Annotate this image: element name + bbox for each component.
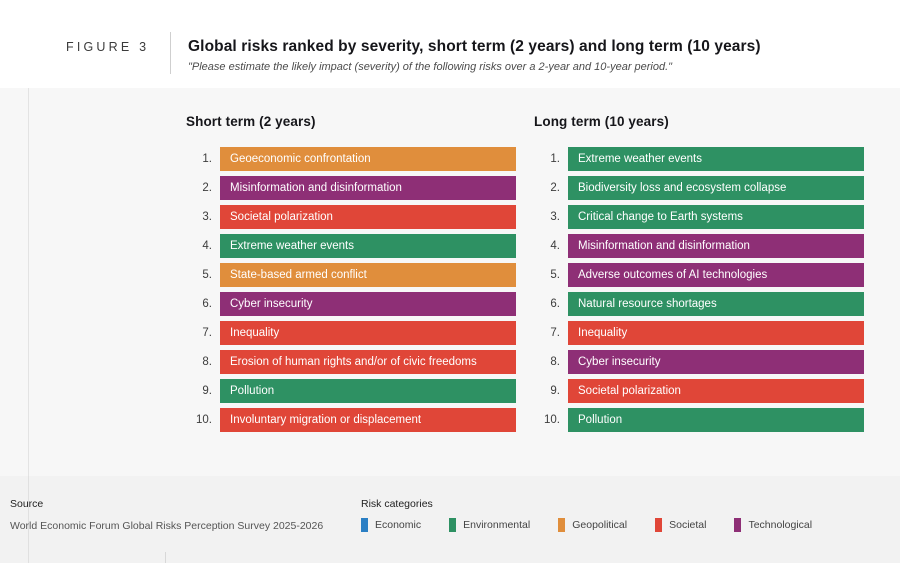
legend-label: Economic (375, 519, 422, 531)
risk-bar: Involuntary migration or displacement (220, 408, 516, 432)
risk-rank: 4. (202, 240, 212, 252)
risk-bar: Pollution (220, 379, 516, 403)
risk-list-short-term (186, 147, 516, 432)
risk-bar: Critical change to Earth systems (568, 205, 864, 229)
risk-bar: Extreme weather events (220, 234, 516, 258)
risk-row (534, 176, 864, 200)
risk-rank: 2. (202, 182, 212, 194)
risk-row (534, 263, 864, 287)
risk-row (534, 408, 864, 432)
risk-bar: Biodiversity loss and ecosystem collapse (568, 176, 864, 200)
risk-row (186, 350, 516, 374)
legend-swatch-icon (449, 518, 456, 532)
risk-row (186, 292, 516, 316)
risk-bar: Societal polarization (568, 379, 864, 403)
header-divider (170, 32, 171, 74)
legend-label: Geopolitical (572, 519, 628, 531)
risk-row (534, 321, 864, 345)
source-text: World Economic Forum Global Risks Perception Survey 2025-2026 (10, 520, 324, 532)
risk-bar: Cyber insecurity (220, 292, 516, 316)
risk-rank: 7. (550, 327, 560, 339)
risk-rank: 7. (202, 327, 212, 339)
legend-label: Technological (748, 519, 813, 531)
risk-bar: Misinformation and disinformation (568, 234, 864, 258)
risk-row (186, 321, 516, 345)
risk-rank: 9. (202, 385, 212, 397)
legend-swatch-icon (361, 518, 368, 532)
risk-bar: Inequality (568, 321, 864, 345)
risk-rank: 10. (196, 414, 212, 426)
risk-bar: Inequality (220, 321, 516, 345)
risk-row (534, 379, 864, 403)
risk-rank: 6. (202, 298, 212, 310)
risk-row (534, 350, 864, 374)
risk-rank: 3. (550, 211, 560, 223)
column-long-term (534, 114, 864, 437)
risk-row (186, 205, 516, 229)
risk-rank: 1. (550, 153, 560, 165)
risk-row (534, 234, 864, 258)
risk-bar: Erosion of human rights and/or of civic freedoms (220, 350, 516, 374)
left-rule (28, 88, 29, 476)
risk-rank: 9. (550, 385, 560, 397)
risk-row (534, 147, 864, 171)
figure-header (0, 0, 900, 88)
source-label: Source (10, 498, 44, 510)
legend (361, 518, 840, 532)
figure-number: FIGURE 3 (66, 40, 150, 54)
risk-rank: 6. (550, 298, 560, 310)
risk-row (186, 263, 516, 287)
column-title: Short term (2 years) (186, 114, 316, 129)
risk-list-long-term (534, 147, 864, 432)
risk-row (186, 408, 516, 432)
risk-row (186, 176, 516, 200)
risk-row (534, 205, 864, 229)
risk-bar: Geoeconomic confrontation (220, 147, 516, 171)
page-title: Global risks ranked by severity, short term (2 years) and long term (10 years) (188, 38, 761, 55)
legend-item (655, 518, 706, 532)
page-subtitle: "Please estimate the likely impact (severity) of the following risks over a 2-year and 10-year period." (188, 61, 673, 73)
legend-item (449, 518, 530, 532)
risk-row (186, 234, 516, 258)
column-title: Long term (10 years) (534, 114, 669, 129)
legend-item (558, 518, 627, 532)
risk-bar: Extreme weather events (568, 147, 864, 171)
risk-rank: 1. (202, 153, 212, 165)
risk-rank: 10. (544, 414, 560, 426)
risk-rank: 5. (550, 269, 560, 281)
risk-bar: Societal polarization (220, 205, 516, 229)
risk-bar: Natural resource shortages (568, 292, 864, 316)
bottom-tick (165, 552, 166, 563)
risk-rank: 4. (550, 240, 560, 252)
risk-bar: Pollution (568, 408, 864, 432)
chart-area (0, 88, 900, 476)
legend-item (361, 518, 421, 532)
risk-rank: 5. (202, 269, 212, 281)
risk-rank: 3. (202, 211, 212, 223)
legend-label: Environmental (463, 519, 531, 531)
legend-swatch-icon (558, 518, 565, 532)
risk-rank: 2. (550, 182, 560, 194)
risk-row (186, 379, 516, 403)
legend-swatch-icon (655, 518, 662, 532)
legend-title: Risk categories (361, 498, 433, 510)
legend-item (734, 518, 812, 532)
risk-row (186, 147, 516, 171)
risk-bar: State-based armed conflict (220, 263, 516, 287)
column-short-term (186, 114, 516, 437)
risk-bar: Adverse outcomes of AI technologies (568, 263, 864, 287)
risk-row (534, 292, 864, 316)
risk-bar: Cyber insecurity (568, 350, 864, 374)
legend-label: Societal (669, 519, 707, 531)
risk-bar: Misinformation and disinformation (220, 176, 516, 200)
risk-rank: 8. (550, 356, 560, 368)
figure-footer (0, 476, 900, 563)
legend-swatch-icon (734, 518, 741, 532)
risk-rank: 8. (202, 356, 212, 368)
